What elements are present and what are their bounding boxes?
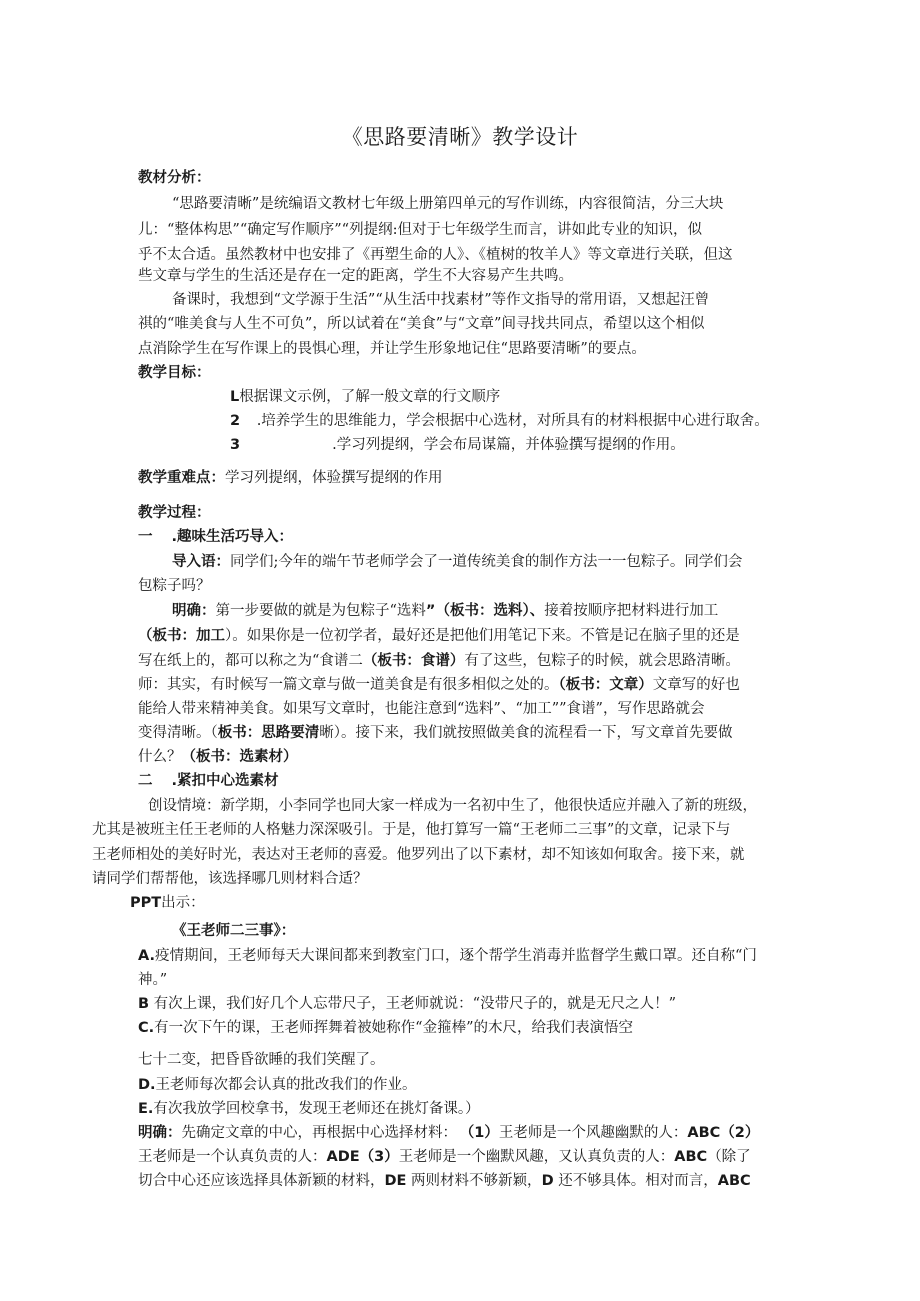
clarify2-line <box>138 1147 751 1167</box>
clarify2-answer: DE <box>384 1173 407 1189</box>
clarify-text: 什么？ <box>138 749 182 765</box>
clarify-line <box>138 675 740 695</box>
clarify2-line <box>138 1171 751 1191</box>
objective-text: 根据课文示例，了解一般文章的行文顺序 <box>239 389 501 405</box>
material-item-c <box>138 1018 633 1038</box>
objective-number: 3 <box>230 437 241 453</box>
clarify2-text: 先确定文章的中心，再根据中心选择材料： <box>181 1125 457 1141</box>
scenario-line: 请同学们帮帮他，该选择哪几则材料合适？ <box>92 871 368 887</box>
objective-item <box>230 387 500 407</box>
section-2-heading <box>138 771 279 791</box>
board-note: （板书：选素材） <box>181 749 298 765</box>
material-analysis-line: “思路要清晰”是统编语文教材七年级上册第四单元的写作训练，内容很简洁，分三大块 <box>172 196 724 212</box>
clarify2-text: （除了 <box>707 1149 751 1165</box>
ppt-line <box>130 893 205 913</box>
material-item-d <box>138 1075 417 1095</box>
material-label: A. <box>138 948 155 964</box>
material-item-a-cont: 神。” <box>138 972 168 988</box>
ppt-label: PPT <box>130 895 162 911</box>
key-points-text: 学习列提纲，体验撰写提纲的作用 <box>225 470 443 486</box>
material-analysis-line: 些文章与学生的生活还是存在一定的距离，学生不大容易产生共鸣。 <box>138 268 573 284</box>
clarify2-label: 明确： <box>138 1125 182 1141</box>
material-label: E. <box>138 1101 154 1117</box>
board-note: （板书：食谱） <box>362 653 465 669</box>
clarify-text: 师：其实，有时候写一篇文章与做一道美食是有很多相似之处的。 <box>138 677 559 693</box>
clarify2-text: 王老师是一个认真负责的人： <box>138 1149 327 1165</box>
board-note: 板书：思路要清 <box>217 725 320 741</box>
clarify2-text: 还不够具体。相对而言， <box>553 1173 718 1189</box>
objective-number: 2 <box>230 413 241 429</box>
clarify2-text: 两则材料不够新颖， <box>406 1173 542 1189</box>
clarify-line <box>138 747 298 767</box>
material-item-e <box>138 1099 480 1119</box>
section-1-number: 一 <box>138 529 153 545</box>
material-analysis-line: 备课时，我想到“文学源于生活”“从生活中找素材”等作文指导的常用语，又想起汪曾 <box>172 292 710 308</box>
intro-text: 同学们;今年的端午节老师学会了一道传统美食的制作方法一一包粽子。同学们会 <box>230 554 743 570</box>
ppt-title: 《王老师二三事》： <box>172 923 296 939</box>
clarify2-text: 王老师是一个风趣幽默的人： <box>498 1125 688 1141</box>
scenario-line: 创设情境：新学期，小李同学也同大家一样成为一名初中生了，他很快适应并融入了新的班级， <box>148 798 757 814</box>
clarify-text: 写在纸上的，都可以称之为“食谱二 <box>138 653 363 669</box>
material-analysis-line: 祺的“唯美食与人生不可负”，所以试着在“美食”与“文章”间寻找共同点，希望以这个相似 <box>138 316 705 332</box>
clarify-text: 有了这些，包粽子的时候，就会思路清晰。 <box>464 653 740 669</box>
clarify-label: 明确： <box>172 603 216 619</box>
intro-line <box>172 552 742 572</box>
clarify-line <box>138 626 740 646</box>
clarify-line <box>138 651 740 671</box>
document-title: 《思路要清晰》教学设计 <box>341 125 579 149</box>
section-2-title: .紧扣中心选素材 <box>166 773 279 789</box>
material-analysis-line: 点消除学生在写作课上的畏惧心理，并让学生形象地记住“思路要清晰”的要点。 <box>138 341 646 357</box>
objective-number: L <box>230 389 240 405</box>
clarify2-line <box>138 1123 759 1143</box>
clarify2-text: 切合中心还应该选择具体新颖的材料， <box>138 1173 385 1189</box>
clarify2-number: （1） <box>467 1125 499 1141</box>
clarify2-answer: D <box>541 1173 554 1189</box>
material-text: 有次我放学回校拿书，发现王老师还在挑灯备课。） <box>153 1101 480 1117</box>
board-note: （板书：文章） <box>558 677 653 693</box>
clarify2-answer: ADE（3） <box>326 1149 399 1165</box>
objective-item <box>230 411 769 431</box>
section-1-heading <box>138 527 293 547</box>
clarify-text: 第一步要做的就是为包粽子“选料 <box>215 603 426 619</box>
key-points-label: 教学重难点： <box>138 470 225 486</box>
material-item-c-cont: 七十二变，把昏昏欲睡的我们笑醒了。 <box>138 1052 385 1068</box>
intro-line: 包粽子吗？ <box>138 578 211 594</box>
objectives-heading: 教学目标： <box>138 365 211 381</box>
material-text: 王老师每次都会认真的批改我们的作业。 <box>155 1077 417 1093</box>
ppt-suffix: 出示： <box>161 895 205 911</box>
clarify-text: 晰）。接下来，我们就按照做美食的流程看一下，写文章首先要做 <box>319 725 733 741</box>
clarify2-answer: ABC（2） <box>687 1125 760 1141</box>
clarify2-answer: ABC <box>674 1149 708 1165</box>
material-analysis-heading: 教材分析： <box>138 170 211 186</box>
clarify-text: 接着按顺序把材料进行加工 <box>544 603 719 619</box>
board-note: （板书：加工 <box>138 628 225 644</box>
clarify-line <box>172 601 718 621</box>
clarify-line <box>138 723 733 743</box>
material-text: 有一次下午的课，王老师挥舞着被她称作“金箍棒”的木尺，给我们表演悟空 <box>154 1020 633 1036</box>
scenario-line: 王老师相处的美好时光，表达对王老师的喜爱。他罗列出了以下素材，却不知该如何取舍。接下来，就 <box>92 847 745 863</box>
clarify-text: ）。如果你是一位初学者，最好还是把他们用笔记下来。不管是记在脑子里的还是 <box>225 628 740 644</box>
material-text: 有次上课，我们好几个人忘带尺子，王老师就说：“没带尺子的，就是无尺之人！” <box>149 996 676 1012</box>
objective-text: .学习列提纲，学会布局谋篇，并体验撰写提纲的作用。 <box>332 437 685 453</box>
clarify2-text: 王老师是一个幽默风趣，又认真负责的人： <box>398 1149 675 1165</box>
material-label: B <box>138 996 150 1012</box>
material-item-a <box>138 946 757 966</box>
material-label: D. <box>138 1077 156 1093</box>
intro-label: 导入语： <box>172 554 230 570</box>
scenario-line: 尤其是被班主任王老师的人格魅力深深吸引。于是，他打算写一篇“王老师二三事”的文章，记录下与 <box>92 822 731 838</box>
objective-item <box>230 435 685 455</box>
material-analysis-line: 儿：“整体构思”“确定写作顺序”“列提纲:但对于七年级学生而言，讲如此专业的知识，似 <box>138 222 702 238</box>
material-analysis-line: 乎不太合适。虽然教材中也安排了《再塑生命的人》、《植树的牧羊人》等文章进行关联，但这 <box>138 247 733 263</box>
key-points <box>138 468 443 488</box>
clarify2-answer: ABC <box>717 1173 751 1189</box>
clarify-text: 变得清晰。（ <box>138 725 218 741</box>
objective-text: .培养学生的思维能力，学会根据中心选材，对所具有的材料根据中心进行取舍。 <box>252 413 769 429</box>
clarify-text: 文章写的好也 <box>652 677 740 693</box>
material-text: 疫情期间，王老师每天大课间都来到教室门口，逐个帮学生消毒并监督学生戴口罩。还自称“门 <box>155 948 757 964</box>
clarify-line: 能给人带来精神美食。如果写文章时，也能注意到“选料”、“加工””食谱”，写作思路就会 <box>138 701 705 717</box>
board-note: ”（板书：选料）、 <box>425 603 545 619</box>
section-1-title: .趣味生活巧导入： <box>166 529 294 545</box>
material-item-b <box>138 994 676 1014</box>
material-label: C. <box>138 1020 155 1036</box>
process-heading: 教学过程： <box>138 505 211 521</box>
section-2-number: 二 <box>138 773 153 789</box>
